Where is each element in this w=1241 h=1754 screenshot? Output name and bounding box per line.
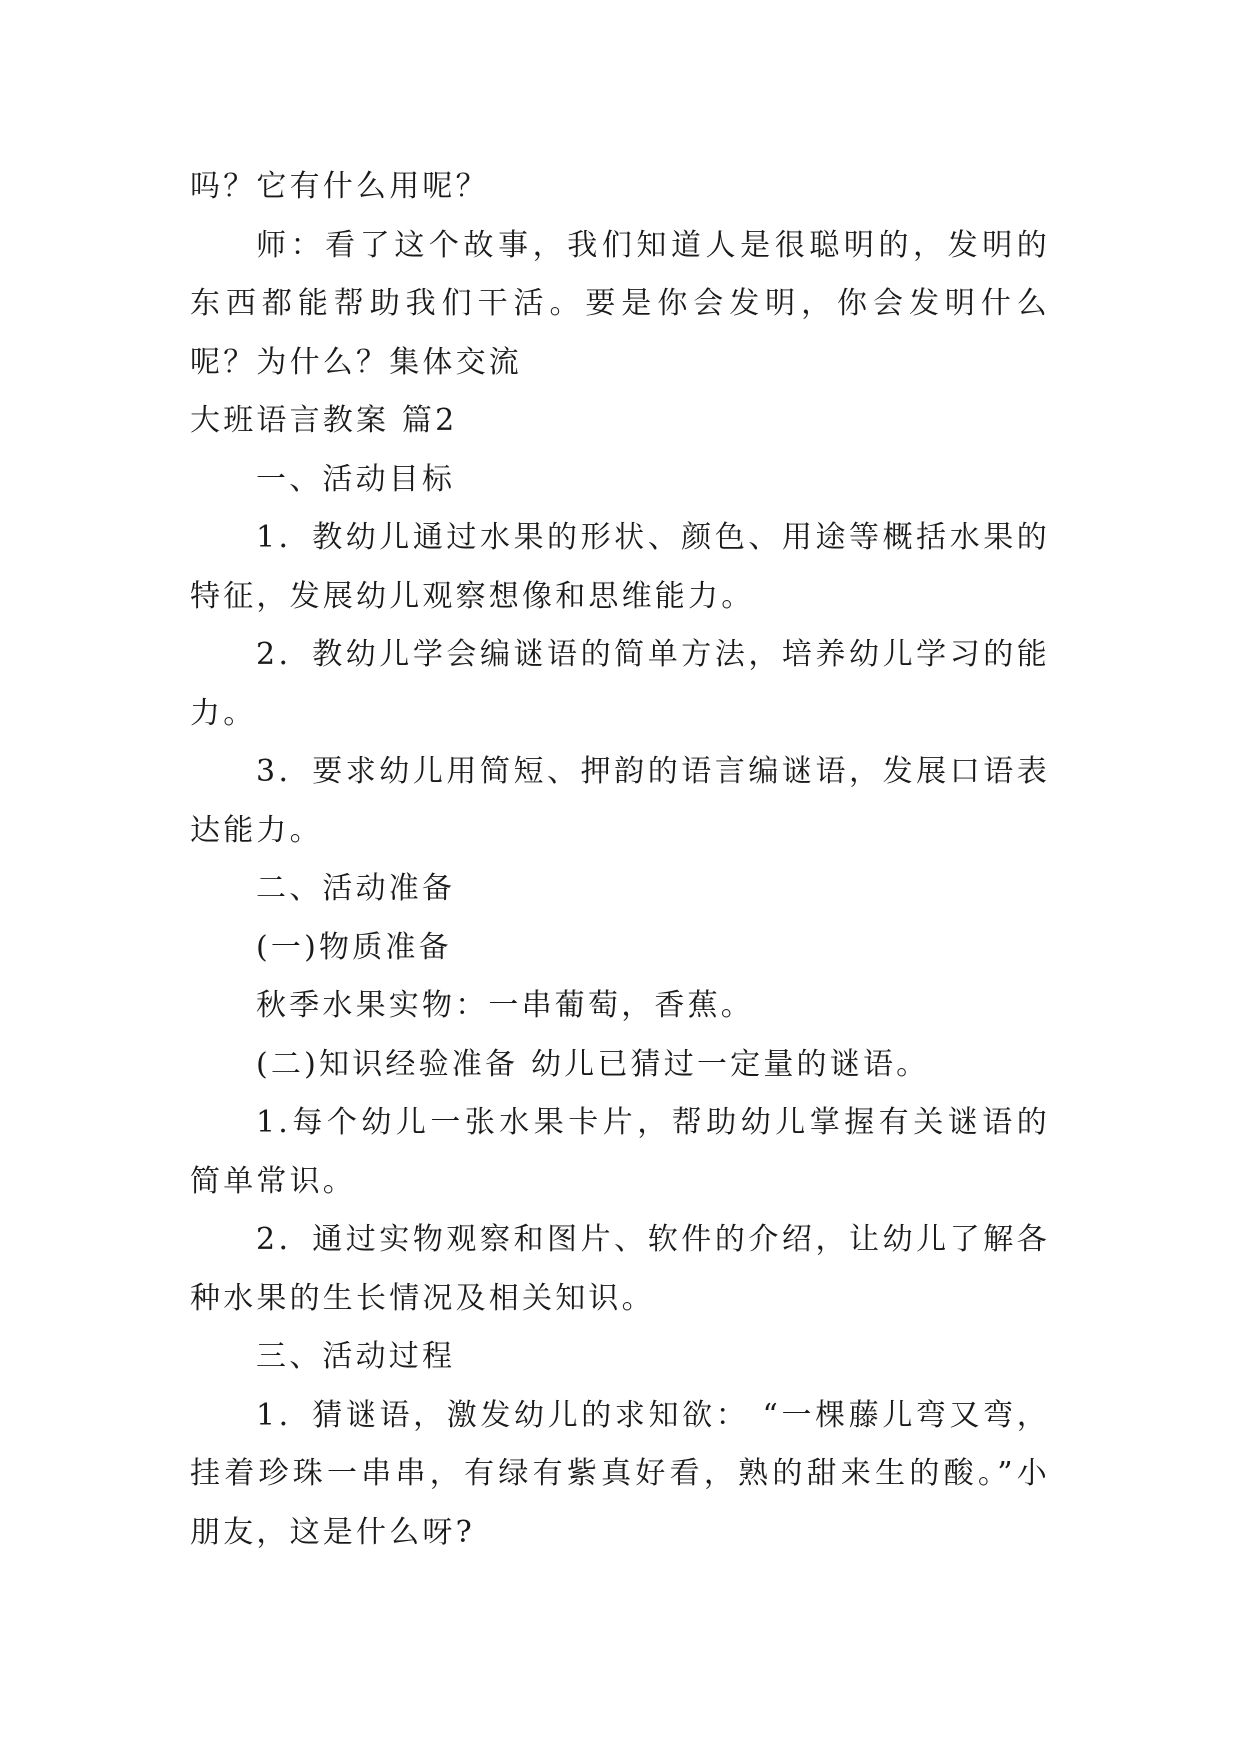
paragraph-continuation: 吗？它有什么用呢？: [190, 169, 489, 204]
material-list: 秋季水果实物：一串葡萄，香蕉。: [256, 988, 754, 1023]
subheading-knowledge-preparation: (二)知识经验准备 幼儿已猜过一定量的谜语。: [256, 1046, 930, 1082]
heading-activity-preparation: 二、活动准备: [256, 871, 456, 906]
section-heading-lesson-2: 大班语言教案 篇2: [190, 403, 458, 438]
process-item-1: 1．猜谜语，激发幼儿的求知欲： “一棵藤儿弯又弯，挂着珍珠一串串，有绿有紫真好看，熟的甜来生的酸。”小朋友，这是什么呀?: [190, 1397, 1050, 1550]
goal-item-2: 2．教幼儿学会编谜语的简单方法，培养幼儿学习的能力。: [190, 637, 1050, 731]
preparation-item-2: 2．通过实物观察和图片、软件的介绍，让幼儿了解各种水果的生长情况及相关知识。: [190, 1222, 1050, 1316]
heading-activity-process: 三、活动过程: [256, 1339, 456, 1374]
document-page: [190, 158, 1050, 1562]
heading-activity-goals: 一、活动目标: [256, 461, 456, 497]
goal-item-1: 1．教幼儿通过水果的形状、颜色、用途等概括水果的特征，发展幼儿观察想像和思维能力。: [190, 520, 1050, 614]
preparation-item-1: 1.每个幼儿一张水果卡片，帮助幼儿掌握有关谜语的简单常识。: [190, 1105, 1050, 1199]
paragraph-teacher-speech: 师：看了这个故事，我们知道人是很聪明的，发明的东西都能帮助我们干活。要是你会发明，你会发明什么呢？为什么？集体交流: [190, 227, 1050, 380]
goal-item-3: 3．要求幼儿用简短、押韵的语言编谜语，发展口语表达能力。: [190, 754, 1050, 848]
subheading-material-preparation: (一)物质准备: [256, 929, 452, 965]
